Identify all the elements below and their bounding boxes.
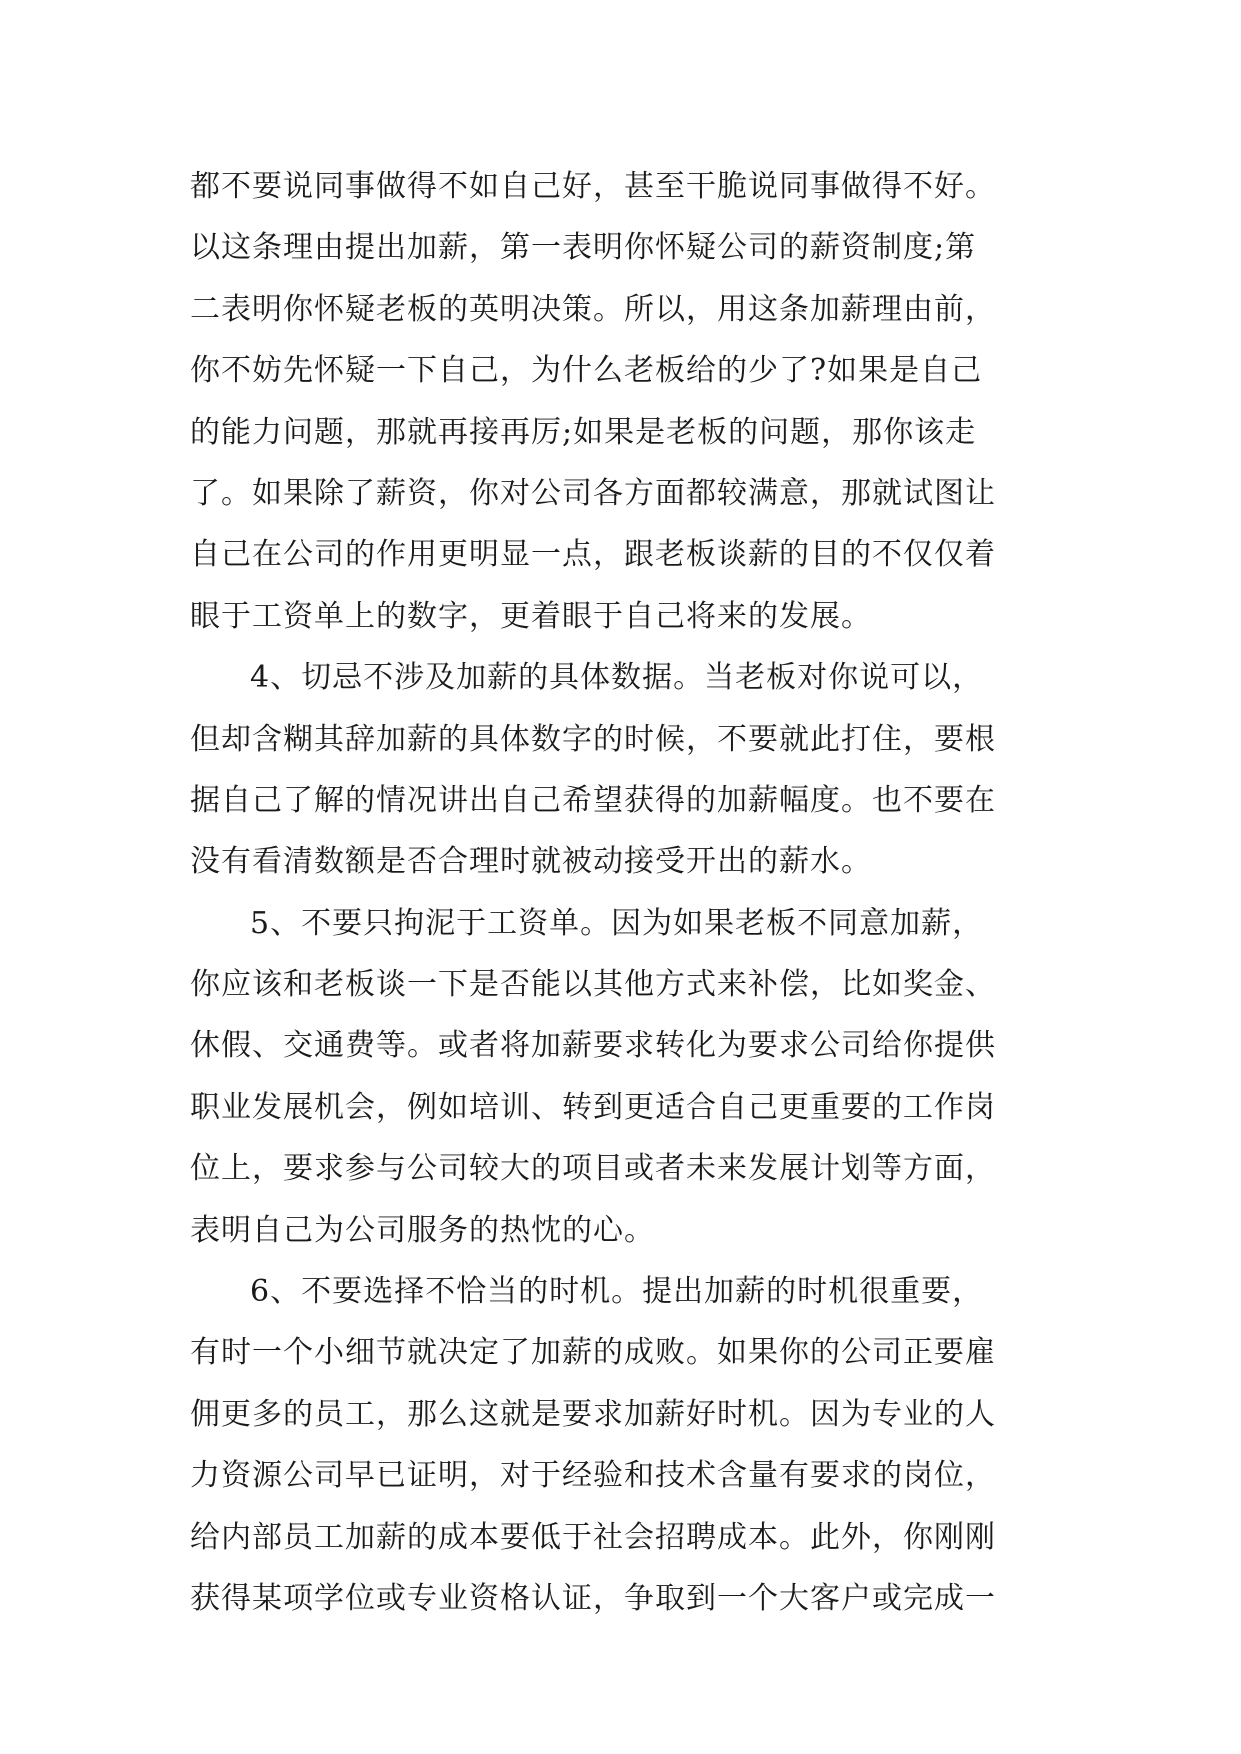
- text-line: 你不妨先怀疑一下自己，为什么老板给的少了?如果是自己: [190, 353, 983, 389]
- text-line: 获得某项学位或专业资格认证，争取到一个大客户或完成一: [190, 1580, 996, 1616]
- text-line: 都不要说同事做得不如自己好，甚至干脆说同事做得不好。: [190, 169, 996, 204]
- paragraph-first-line: 4、切忌不涉及加薪的具体数据。当老板对你说可以，: [250, 660, 984, 696]
- text-line: 休假、交通费等。或者将加薪要求转化为要求公司给你提供: [190, 1028, 996, 1064]
- paragraph-first-line: 6、不要选择不恰当的时机。提出加薪的时机很重要，: [250, 1274, 984, 1310]
- text-line: 二表明你怀疑老板的英明决策。所以，用这条加薪理由前，: [190, 291, 996, 327]
- text-line: 的能力问题，那就再接再厉;如果是老板的问题，那你该走: [190, 414, 977, 450]
- text-line: 给内部员工加薪的成本要低于社会招聘成本。此外，你刚刚: [190, 1519, 996, 1555]
- body-text: [190, 156, 1070, 1629]
- text-line: 据自己了解的情况讲出自己希望获得的加薪幅度。也不要在: [190, 782, 996, 818]
- text-line: 表明自己为公司服务的热忱的心。: [190, 1212, 655, 1248]
- text-line: 位上，要求参与公司较大的项目或者未来发展计划等方面，: [190, 1151, 996, 1187]
- paragraph-first-line: 5、不要只拘泥于工资单。因为如果老板不同意加薪，: [250, 905, 984, 941]
- text-line: 职业发展机会，例如培训、转到更适合自己更重要的工作岗: [190, 1089, 996, 1125]
- text-line: 佣更多的员工，那么这就是要求加薪好时机。因为专业的人: [190, 1396, 996, 1432]
- text-line: 有时一个小细节就决定了加薪的成败。如果你的公司正要雇: [190, 1335, 996, 1371]
- text-line: 但却含糊其辞加薪的具体数字的时候，不要就此打住，要根: [190, 721, 996, 757]
- text-line: 自己在公司的作用更明显一点，跟老板谈薪的目的不仅仅着: [190, 537, 996, 573]
- text-line: 力资源公司早已证明，对于经验和技术含量有要求的岗位，: [190, 1458, 996, 1494]
- text-line: 了。如果除了薪资，你对公司各方面都较满意，那就试图让: [190, 475, 996, 511]
- text-line: 以这条理由提出加薪，第一表明你怀疑公司的薪资制度;第: [190, 230, 977, 266]
- text-line: 没有看清数额是否合理时就被动接受开出的薪水。: [190, 844, 872, 880]
- text-line: 眼于工资单上的数字，更着眼于自己将来的发展。: [190, 598, 872, 634]
- text-line: 你应该和老板谈一下是否能以其他方式来补偿，比如奖金、: [190, 967, 996, 1003]
